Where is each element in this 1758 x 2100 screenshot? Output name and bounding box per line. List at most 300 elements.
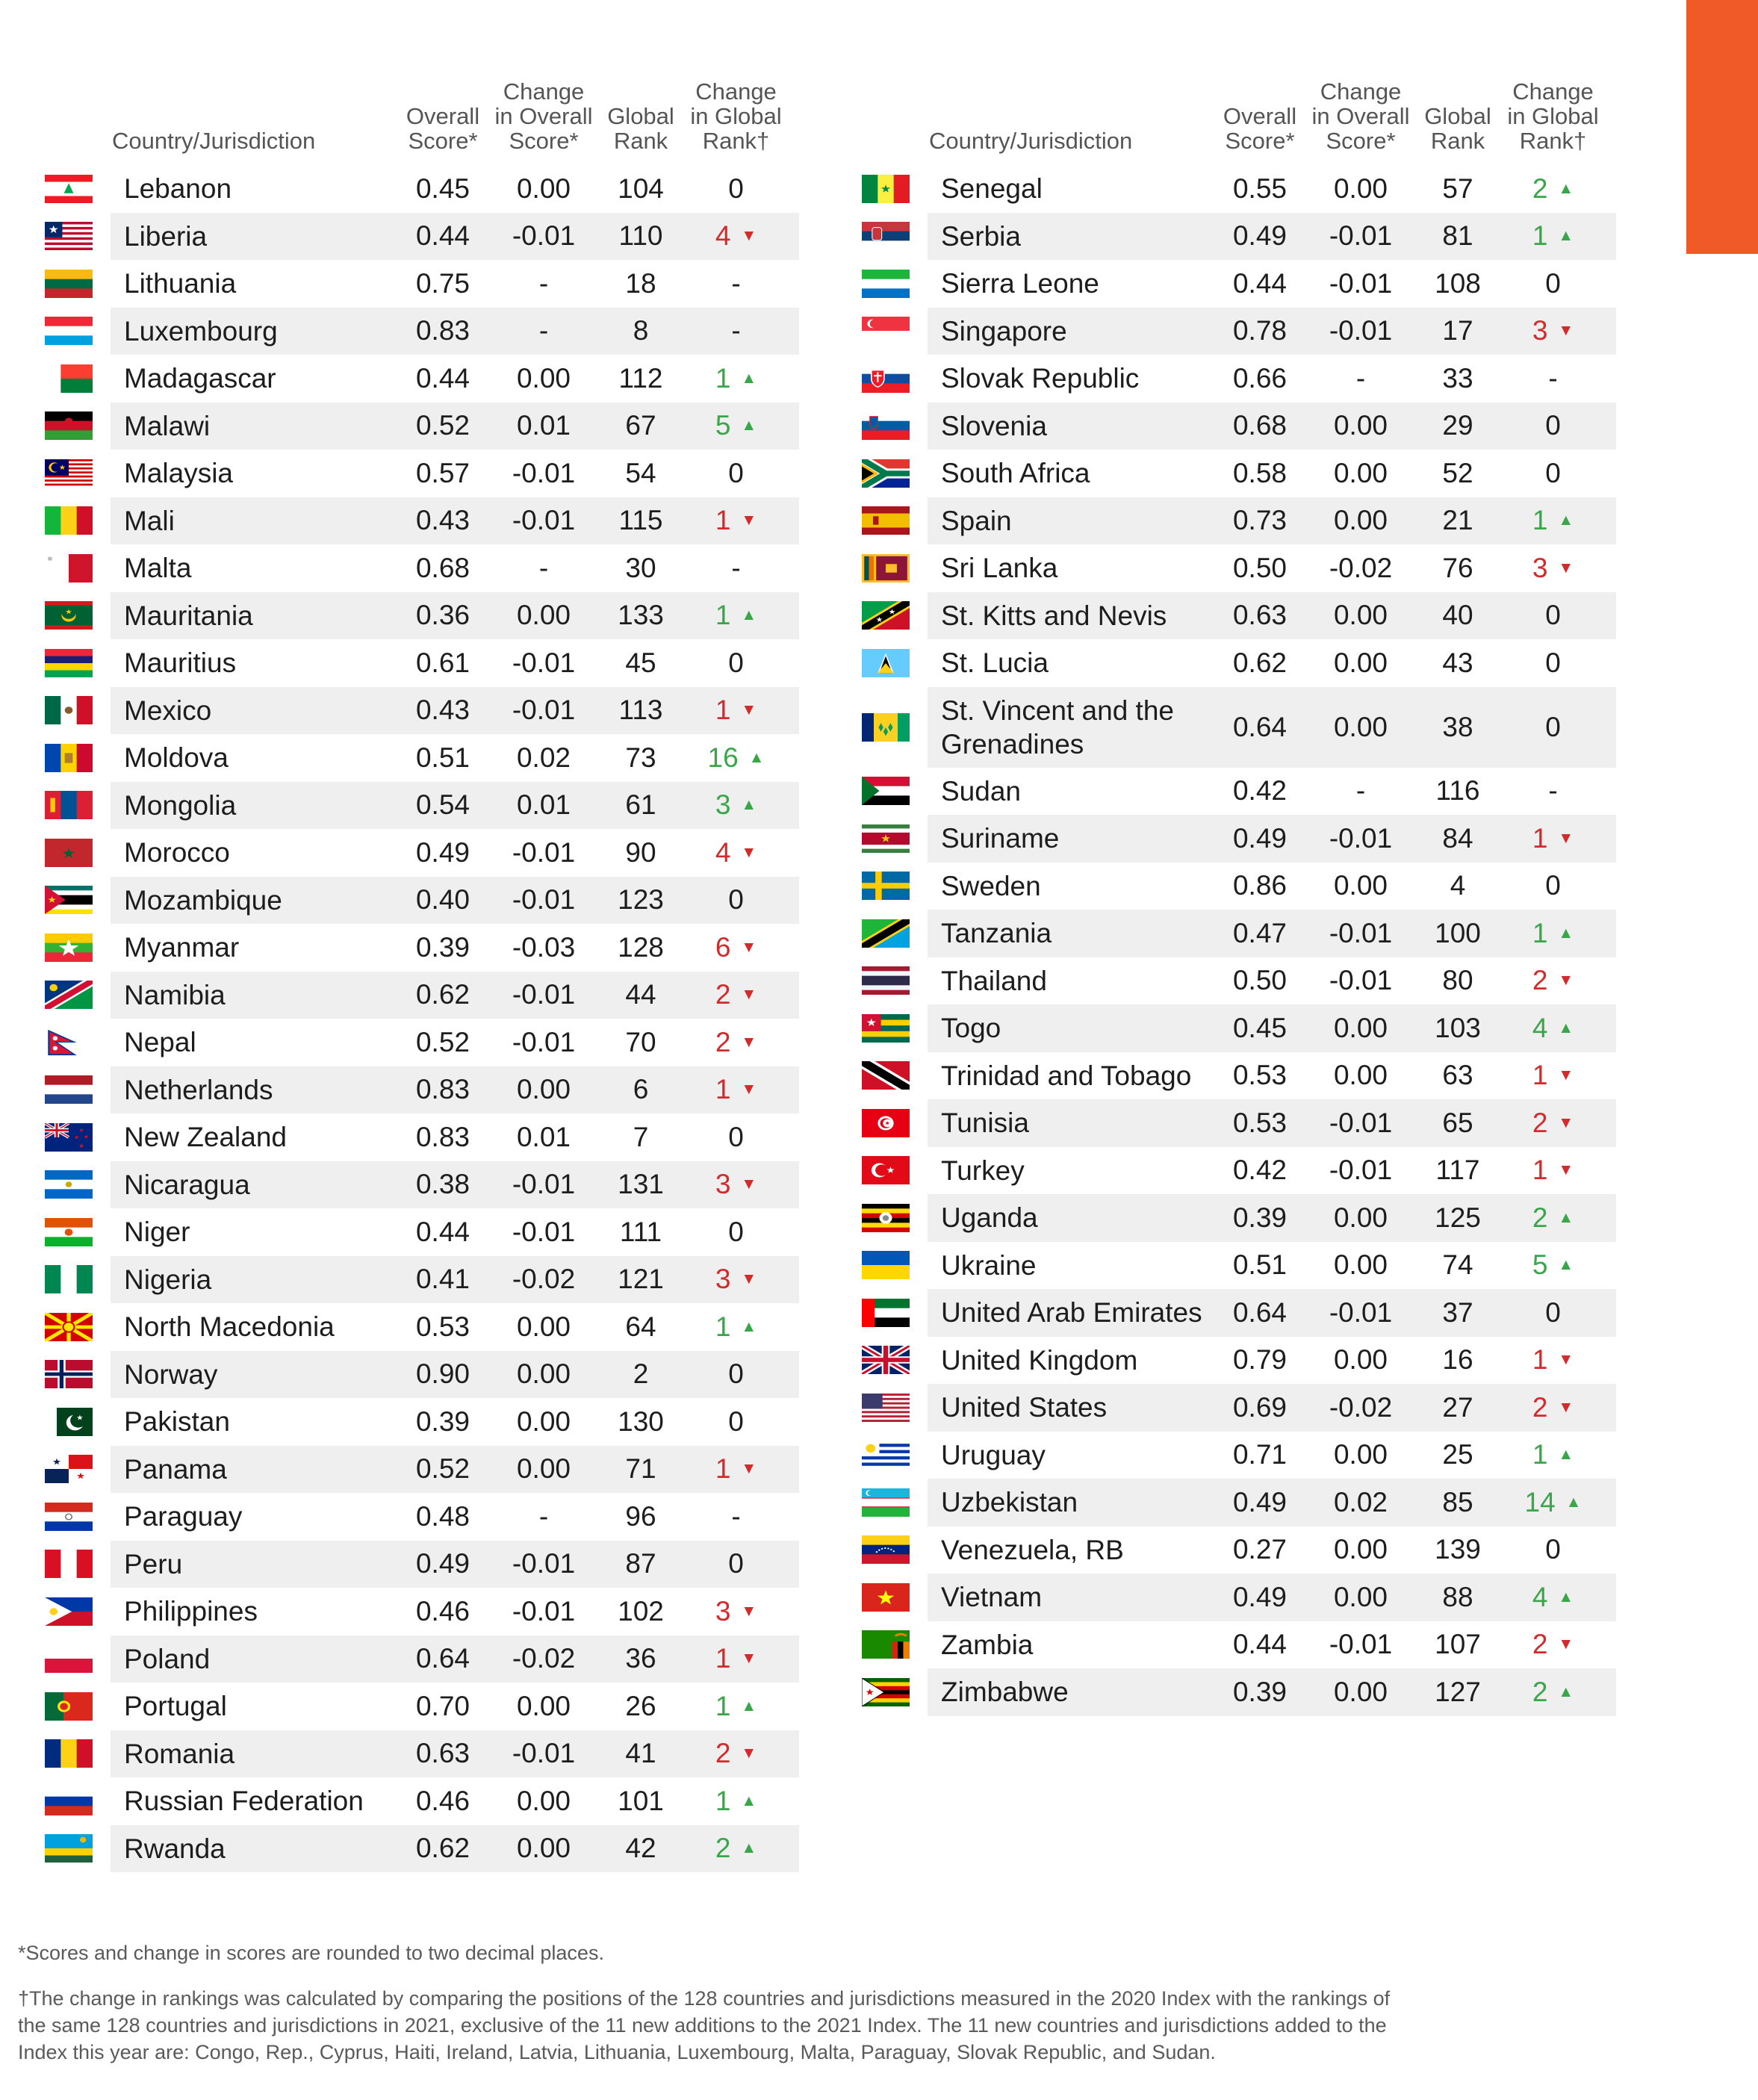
country-name-text: Pakistan	[124, 1406, 230, 1438]
global-rank	[596, 1730, 686, 1778]
rank-change-text: 2	[1532, 1391, 1548, 1423]
country-name	[941, 1574, 1210, 1621]
country-name	[124, 1493, 393, 1541]
table-row	[860, 1479, 1648, 1526]
score-change-text: -0.01	[512, 979, 576, 1010]
country-name-text: Uzbekistan	[941, 1487, 1078, 1518]
rank-change-text: 3	[715, 1595, 731, 1627]
table-row	[43, 403, 831, 450]
score-change-text: -0.01	[512, 1169, 576, 1200]
uk-flag	[862, 1346, 910, 1374]
table-row	[860, 450, 1648, 497]
table-header	[860, 71, 1648, 153]
table-row	[860, 1337, 1648, 1385]
table-row	[860, 213, 1648, 261]
triangle-down-icon: ▼	[1558, 1635, 1574, 1653]
sudan-flag	[862, 777, 910, 805]
overall-score-text: 0.36	[415, 600, 470, 631]
score-change	[1308, 1384, 1413, 1432]
table-row	[860, 403, 1648, 450]
footnote-scores: *Scores and change in scores are rounded to two decimal places.	[18, 1942, 604, 1964]
country-name-text: Norway	[124, 1358, 218, 1390]
table-row	[43, 1113, 831, 1161]
country-name	[124, 213, 393, 261]
table-row	[860, 768, 1648, 816]
uzbekistan-flag	[862, 1488, 910, 1517]
table-row	[860, 355, 1648, 403]
global-rank	[596, 1303, 686, 1351]
global-rank	[596, 972, 686, 1019]
country-name-text: United Kingdom	[941, 1344, 1138, 1376]
score-change-text: -0.01	[1329, 267, 1393, 299]
overall-score-text: 0.71	[1232, 1439, 1287, 1470]
table-row	[43, 1541, 831, 1588]
global-rank	[596, 308, 686, 355]
overall-score	[1211, 1668, 1308, 1716]
score-change	[491, 1066, 596, 1114]
header-change-score: Change in Overall Score*	[1311, 78, 1410, 154]
rank-change	[1503, 1432, 1603, 1479]
overall-score-text: 0.51	[1232, 1249, 1287, 1281]
country-name	[124, 355, 393, 403]
header-global-rank: Global Rank	[1424, 103, 1491, 154]
rank-change	[686, 1777, 786, 1825]
country-name-text: Lithuania	[124, 268, 237, 299]
overall-score	[394, 1541, 491, 1588]
global-rank	[596, 829, 686, 877]
country-name	[124, 734, 393, 782]
score-change-text: -0.02	[1329, 1391, 1393, 1423]
rank-change	[686, 924, 786, 972]
rank-change-text: 0	[1545, 711, 1561, 742]
st-kitts-flag	[862, 601, 910, 630]
global-rank	[596, 1019, 686, 1066]
score-change	[1308, 1479, 1413, 1526]
rank-change-text: 1	[1532, 505, 1548, 536]
triangle-down-icon: ▼	[741, 1033, 757, 1051]
table-row	[860, 639, 1648, 687]
tunisia-flag	[862, 1109, 910, 1137]
country-name	[124, 165, 393, 213]
pakistan-flag	[45, 1408, 93, 1436]
global-rank-text: 103	[1435, 1012, 1481, 1043]
score-change-text: 0.00	[516, 1074, 571, 1105]
country-name-text: Netherlands	[124, 1074, 273, 1105]
rank-change	[686, 213, 786, 261]
global-rank-text: 107	[1435, 1629, 1481, 1660]
country-name-text: Uganda	[941, 1202, 1038, 1234]
overall-score-text: 0.62	[415, 1833, 470, 1864]
score-change-text: -	[1355, 775, 1366, 807]
country-name-text: St. Vincent and the Grenadines	[941, 695, 1174, 759]
rank-change-text: 1	[1532, 822, 1548, 854]
triangle-up-icon: ▲	[1558, 1208, 1574, 1226]
rank-change	[1503, 639, 1603, 687]
global-rank	[596, 1113, 686, 1161]
global-rank	[1413, 1147, 1503, 1195]
score-change	[491, 403, 596, 450]
global-rank	[596, 1683, 686, 1730]
score-change-text: -0.01	[512, 1548, 576, 1579]
overall-score-text: 0.39	[415, 931, 470, 963]
country-name	[941, 687, 1210, 768]
score-change-text: 0.00	[1333, 1344, 1388, 1376]
table-row	[43, 829, 831, 877]
global-rank	[1413, 355, 1503, 403]
rank-change-text: 1	[1532, 1439, 1548, 1470]
overall-score	[1211, 815, 1308, 863]
rank-change	[686, 1066, 786, 1114]
country-name	[941, 544, 1210, 592]
global-rank-text: 64	[625, 1311, 656, 1342]
overall-score	[394, 1588, 491, 1635]
table-row	[860, 815, 1648, 863]
global-rank-text: 128	[618, 931, 664, 963]
rank-change-text: 2	[1532, 965, 1548, 996]
score-change	[1308, 1099, 1413, 1147]
country-name	[124, 1588, 393, 1635]
triangle-down-icon: ▼	[1558, 1351, 1574, 1369]
overall-score-text: 0.61	[415, 647, 470, 678]
global-rank-text: 139	[1435, 1534, 1481, 1565]
country-name	[124, 403, 393, 450]
overall-score-text: 0.66	[1232, 362, 1287, 394]
global-rank-text: 104	[618, 173, 664, 204]
rank-change	[686, 1683, 786, 1730]
country-name-text: North Macedonia	[124, 1311, 335, 1343]
overall-score	[1211, 1574, 1308, 1621]
table-row	[43, 165, 831, 213]
country-name-text: Malawi	[124, 410, 211, 441]
overall-score	[1211, 863, 1308, 910]
rank-change-text: 0	[1545, 410, 1561, 441]
country-name	[941, 639, 1210, 687]
rank-change	[1503, 1147, 1603, 1195]
sweden-flag	[862, 872, 910, 900]
global-rank-text: 125	[1435, 1202, 1481, 1233]
global-rank	[1413, 1242, 1503, 1290]
rank-change-text: -	[731, 267, 741, 299]
score-change	[491, 308, 596, 355]
luxembourg-flag	[45, 317, 93, 345]
overall-score	[394, 1493, 491, 1541]
country-name-text: St. Kitts and Nevis	[941, 600, 1167, 631]
rank-change-text: 3	[1532, 552, 1548, 583]
global-rank-text: 67	[625, 410, 656, 441]
overall-score	[1211, 1479, 1308, 1526]
rank-change-text: 2	[715, 979, 731, 1010]
overall-score-text: 0.52	[415, 1026, 470, 1057]
country-name	[124, 1446, 393, 1494]
singapore-flag	[862, 317, 910, 345]
score-change	[1308, 403, 1413, 450]
rank-change-text: 3	[715, 789, 731, 821]
rank-change-text: 2	[715, 1026, 731, 1057]
rank-change	[686, 1113, 786, 1161]
rank-change-text: 3	[1532, 315, 1548, 347]
table-row	[860, 1574, 1648, 1621]
score-change	[491, 1019, 596, 1066]
global-rank	[1413, 1099, 1503, 1147]
global-rank	[596, 1777, 686, 1825]
table-header	[43, 71, 831, 153]
lebanon-flag	[45, 175, 93, 203]
romania-flag	[45, 1739, 93, 1768]
global-rank-text: 43	[1442, 647, 1473, 678]
header-country: Country/Jurisdiction	[929, 128, 1133, 154]
overall-score-text: 0.46	[415, 1785, 470, 1816]
country-name	[941, 1147, 1210, 1195]
table-row	[43, 260, 831, 308]
overall-score	[1211, 1432, 1308, 1479]
malawi-flag	[45, 411, 93, 440]
thailand-flag	[862, 966, 910, 995]
rank-change-text: 2	[1532, 1107, 1548, 1138]
score-change-text: -0.01	[512, 1216, 576, 1247]
table-row	[860, 497, 1648, 545]
country-name	[124, 924, 393, 972]
score-change-text: -0.01	[1329, 1296, 1393, 1328]
rank-change-text: 2	[1532, 173, 1548, 204]
triangle-down-icon: ▼	[741, 512, 757, 529]
rank-change-text: 3	[715, 1264, 731, 1295]
rank-change	[686, 260, 786, 308]
overall-score-text: 0.44	[415, 362, 470, 394]
country-name	[941, 957, 1210, 1005]
overall-score-text: 0.64	[415, 1643, 470, 1674]
country-name	[124, 1351, 393, 1399]
score-change-text: -0.01	[512, 505, 576, 536]
global-rank	[1413, 403, 1503, 450]
triangle-up-icon: ▲	[1558, 1683, 1574, 1700]
rank-change	[686, 972, 786, 1019]
table-row	[860, 863, 1648, 910]
rank-change	[1503, 1621, 1603, 1669]
country-name	[124, 1777, 393, 1825]
overall-score-text: 0.62	[415, 979, 470, 1010]
country-name	[124, 1635, 393, 1683]
score-change-text: -0.01	[1329, 315, 1393, 347]
score-change-text: 0.00	[1333, 600, 1388, 631]
global-rank	[1413, 213, 1503, 261]
global-rank	[596, 1398, 686, 1446]
overall-score	[394, 1683, 491, 1730]
triangle-down-icon: ▼	[1558, 829, 1574, 847]
country-name-text: Nepal	[124, 1027, 196, 1058]
table-row	[860, 1194, 1648, 1242]
rank-change	[1503, 1479, 1603, 1526]
score-change-text: 0.00	[1333, 1249, 1388, 1281]
table-row	[43, 972, 831, 1019]
mongolia-flag	[45, 791, 93, 819]
global-rank-text: 63	[1442, 1060, 1473, 1091]
country-name-text: Mauritius	[124, 647, 237, 679]
malta-flag	[45, 554, 93, 583]
score-change	[1308, 1668, 1413, 1716]
rank-change	[686, 1208, 786, 1256]
rank-change	[686, 450, 786, 497]
mali-flag	[45, 506, 93, 535]
score-change	[1308, 544, 1413, 592]
rank-change-text: 1	[715, 1785, 731, 1816]
country-name-text: Portugal	[124, 1691, 227, 1722]
global-rank	[1413, 544, 1503, 592]
score-change	[1308, 308, 1413, 355]
country-name	[124, 308, 393, 355]
country-name	[124, 260, 393, 308]
overall-score	[1211, 639, 1308, 687]
overall-score-text: 0.49	[1232, 1581, 1287, 1612]
country-name	[941, 1337, 1210, 1385]
score-change	[491, 1256, 596, 1304]
overall-score	[394, 1066, 491, 1114]
country-name	[124, 497, 393, 545]
global-rank-text: 80	[1442, 965, 1473, 996]
table-row	[43, 497, 831, 545]
country-name-text: Rwanda	[124, 1833, 226, 1864]
global-rank	[596, 403, 686, 450]
score-change	[491, 1303, 596, 1351]
global-rank	[1413, 1479, 1503, 1526]
global-rank	[596, 1066, 686, 1114]
table-row	[43, 308, 831, 355]
rank-change-text: 1	[715, 1690, 731, 1721]
country-name-text: Liberia	[124, 220, 208, 252]
score-change-text: -0.01	[512, 1595, 576, 1627]
overall-score	[394, 1256, 491, 1304]
score-change-text: 0.00	[1333, 647, 1388, 678]
country-name-text: Vietnam	[941, 1582, 1043, 1613]
score-change	[1308, 1242, 1413, 1290]
table-row	[43, 639, 831, 687]
score-change	[491, 1825, 596, 1873]
score-change-text: -	[538, 1500, 549, 1532]
rank-change-text: 4	[1532, 1012, 1548, 1043]
rank-change	[686, 1588, 786, 1635]
overall-score-text: 0.45	[1232, 1012, 1287, 1043]
country-name-text: Morocco	[124, 837, 230, 869]
global-rank-text: 84	[1442, 822, 1473, 854]
global-rank	[1413, 863, 1503, 910]
overall-score	[394, 782, 491, 830]
score-change-text: 0.02	[516, 742, 571, 773]
country-name-text: Zimbabwe	[941, 1677, 1069, 1708]
triangle-down-icon: ▼	[1558, 1161, 1574, 1179]
rank-change-text: 2	[1532, 1629, 1548, 1660]
rank-change-text: 1	[715, 1453, 731, 1485]
score-change-text: -0.01	[1329, 1107, 1393, 1138]
overall-score-text: 0.54	[415, 789, 470, 821]
overall-score-text: 0.68	[415, 552, 470, 583]
rank-change	[686, 497, 786, 545]
overall-score	[1211, 1621, 1308, 1669]
rank-change	[686, 165, 786, 213]
netherlands-flag	[45, 1075, 93, 1104]
overall-score	[1211, 768, 1308, 816]
overall-score	[394, 1161, 491, 1209]
table-row	[860, 1004, 1648, 1052]
global-rank	[1413, 1194, 1503, 1242]
global-rank	[1413, 1668, 1503, 1716]
global-rank-text: 121	[618, 1264, 664, 1295]
country-name-text: Tanzania	[941, 918, 1052, 949]
rank-change	[686, 403, 786, 450]
score-change-text: 0.00	[516, 1405, 571, 1437]
country-name-text: Zambia	[941, 1629, 1034, 1660]
sierra-leone-flag	[862, 270, 910, 298]
overall-score-text: 0.49	[1232, 220, 1287, 252]
rank-change-text: 0	[728, 1548, 744, 1579]
triangle-down-icon: ▼	[1558, 972, 1574, 990]
global-rank-text: 16	[1442, 1344, 1473, 1376]
global-rank	[1413, 497, 1503, 545]
overall-score	[1211, 1004, 1308, 1052]
score-change	[1308, 1289, 1413, 1337]
triangle-down-icon: ▼	[741, 1745, 757, 1762]
global-rank-text: 117	[1435, 1155, 1480, 1186]
score-change	[491, 260, 596, 308]
header-change-score: Change in Overall Score*	[494, 78, 593, 154]
country-name	[124, 877, 393, 925]
overall-score-text: 0.52	[415, 410, 470, 441]
score-change-text: -0.02	[512, 1643, 576, 1674]
rank-change	[1503, 260, 1603, 308]
table-row	[43, 1683, 831, 1730]
table-row	[43, 1635, 831, 1683]
global-rank-text: 29	[1442, 410, 1473, 441]
triangle-down-icon: ▼	[741, 1081, 757, 1099]
triangle-down-icon: ▼	[1558, 1113, 1574, 1131]
rank-change-text: 0	[1545, 457, 1561, 488]
global-rank	[1413, 260, 1503, 308]
mexico-flag	[45, 696, 93, 724]
score-change	[491, 1161, 596, 1209]
country-name	[124, 1161, 393, 1209]
triangle-down-icon: ▼	[1558, 1066, 1574, 1084]
score-change	[491, 1208, 596, 1256]
country-name	[124, 1683, 393, 1730]
score-change-text: 0.00	[1333, 1012, 1388, 1043]
rank-change	[1503, 1337, 1603, 1385]
overall-score-text: 0.53	[1232, 1060, 1287, 1091]
rank-change	[1503, 1384, 1603, 1432]
overall-score	[394, 924, 491, 972]
overall-score	[394, 877, 491, 925]
overall-score-text: 0.43	[415, 505, 470, 536]
score-change-text: -0.03	[512, 931, 576, 963]
rank-change-text: 1	[715, 362, 731, 394]
global-rank	[1413, 1337, 1503, 1385]
country-name-text: Malaysia	[124, 458, 233, 489]
score-change-text: -0.01	[512, 1026, 576, 1057]
overall-score-text: 0.62	[1232, 647, 1287, 678]
rank-change-text: 1	[1532, 1344, 1548, 1376]
country-name-text: Luxembourg	[124, 315, 278, 347]
score-change	[1308, 1194, 1413, 1242]
overall-score-text: 0.79	[1232, 1344, 1287, 1376]
turkey-flag	[862, 1156, 910, 1184]
score-change-text: 0.00	[1333, 410, 1388, 441]
score-change-text: 0.00	[516, 173, 571, 204]
global-rank	[1413, 592, 1503, 640]
global-rank-text: 25	[1442, 1439, 1473, 1470]
triangle-up-icon: ▲	[1558, 512, 1574, 529]
rank-change	[686, 544, 786, 592]
rank-change-text: 1	[715, 505, 731, 536]
global-rank-text: 21	[1442, 505, 1473, 536]
table-row	[860, 308, 1648, 355]
rank-change-text: -	[731, 315, 741, 347]
